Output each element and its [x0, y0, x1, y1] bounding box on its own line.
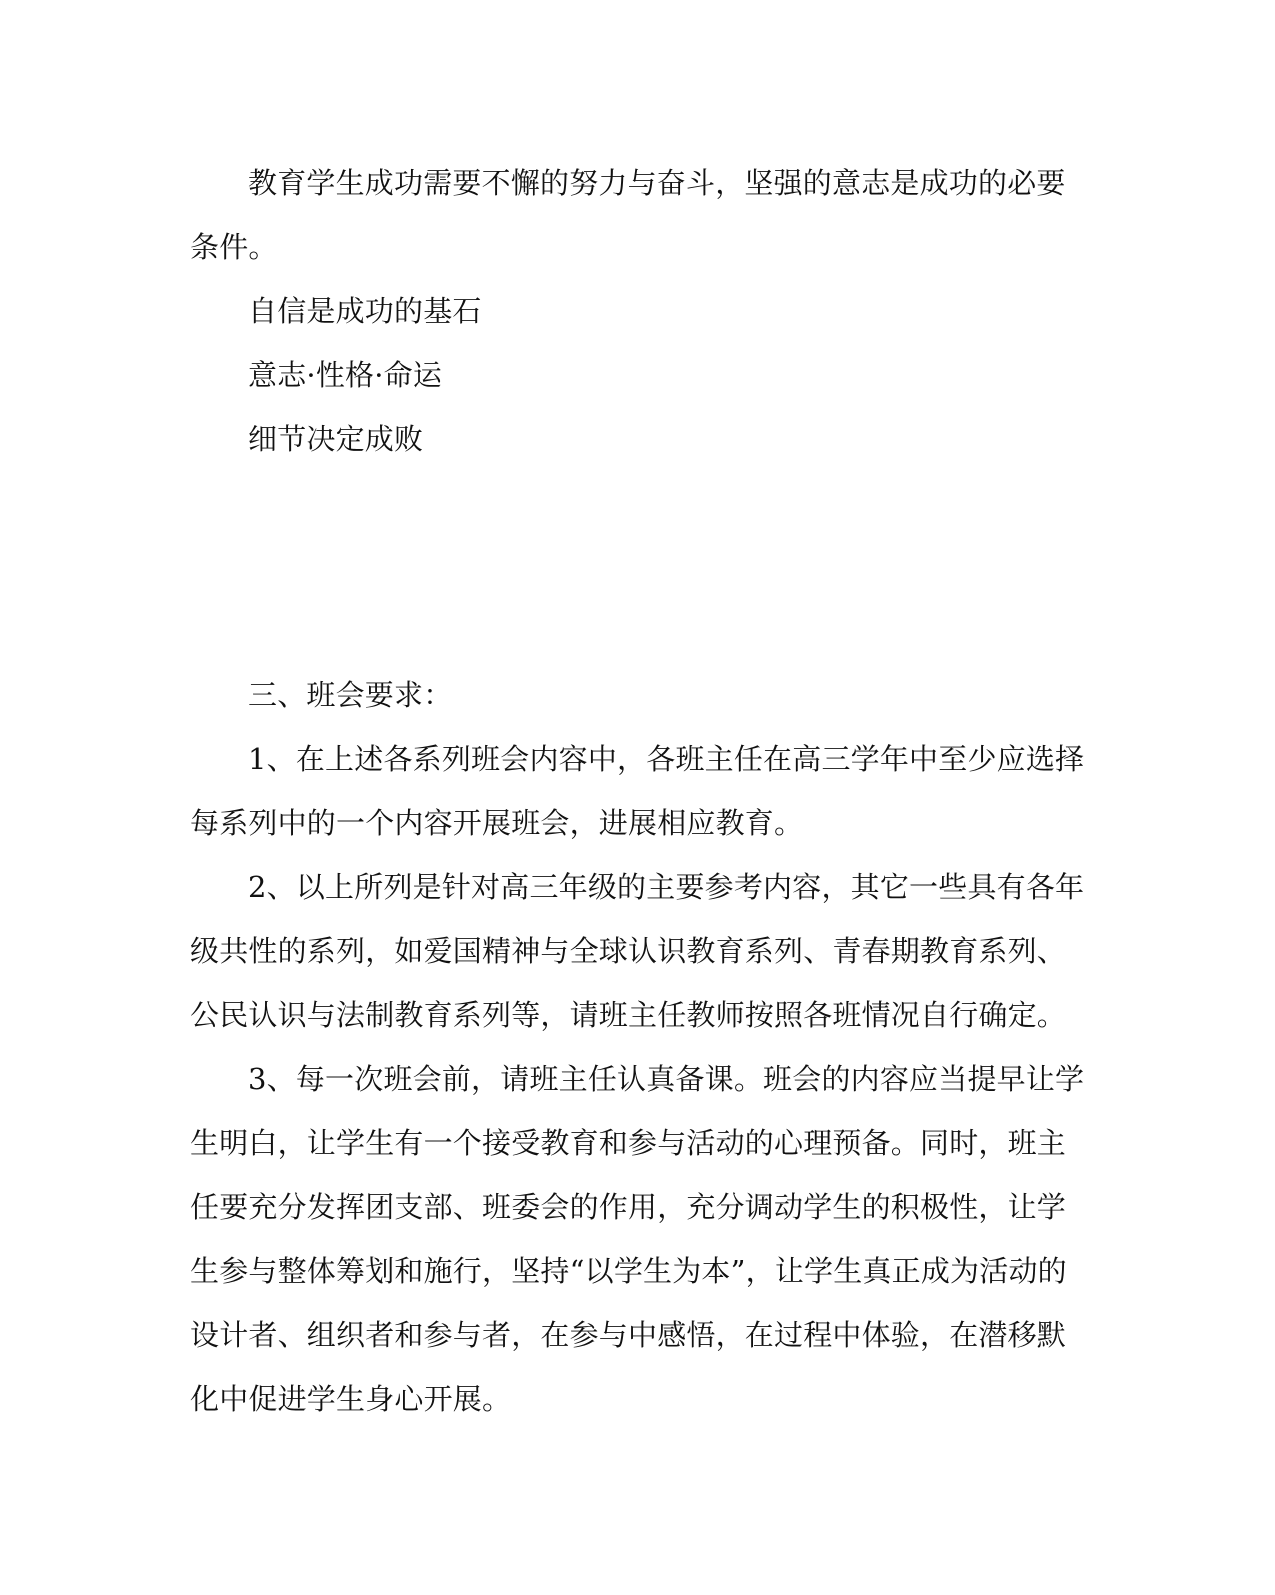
paragraph-line: 1、在上述各系列班会内容中，各班主任在高三学年中至少应选择 [248, 742, 1085, 776]
section-heading: 三、班会要求： [248, 678, 453, 712]
paragraph-line: 生明白，让学生有一个接受教育和参与活动的心理预备。同时，班主 [190, 1126, 1067, 1160]
paragraph-line: 任要充分发挥团支部、班委会的作用，充分调动学生的积极性，让学 [190, 1190, 1067, 1224]
paragraph-line: 级共性的系列，如爱国精神与全球认识教育系列、青春期教育系列、 [190, 934, 1067, 968]
paragraph-line: 设计者、组织者和参与者，在参与中感悟，在过程中体验，在潜移默 [190, 1318, 1067, 1352]
topic-line: 意志·性格·命运 [248, 358, 443, 392]
paragraph-line: 生参与整体筹划和施行，坚持“以学生为本”，让学生真正成为活动的 [190, 1254, 1067, 1288]
paragraph-line: 条件。 [190, 230, 278, 264]
paragraph-line: 每系列中的一个内容开展班会，进展相应教育。 [190, 806, 804, 840]
paragraph-line: 公民认识与法制教育系列等，请班主任教师按照各班情况自行确定。 [190, 998, 1067, 1032]
paragraph-line: 教育学生成功需要不懈的努力与奋斗，坚强的意志是成功的必要 [248, 166, 1066, 200]
topic-line: 细节决定成败 [248, 422, 424, 456]
paragraph-line: 3、每一次班会前，请班主任认真备课。班会的内容应当提早让学 [248, 1062, 1085, 1096]
paragraph-line: 2、以上所列是针对高三年级的主要参考内容，其它一些具有各年 [248, 870, 1085, 904]
paragraph-line: 化中促进学生身心开展。 [190, 1382, 512, 1416]
topic-line: 自信是成功的基石 [248, 294, 482, 328]
